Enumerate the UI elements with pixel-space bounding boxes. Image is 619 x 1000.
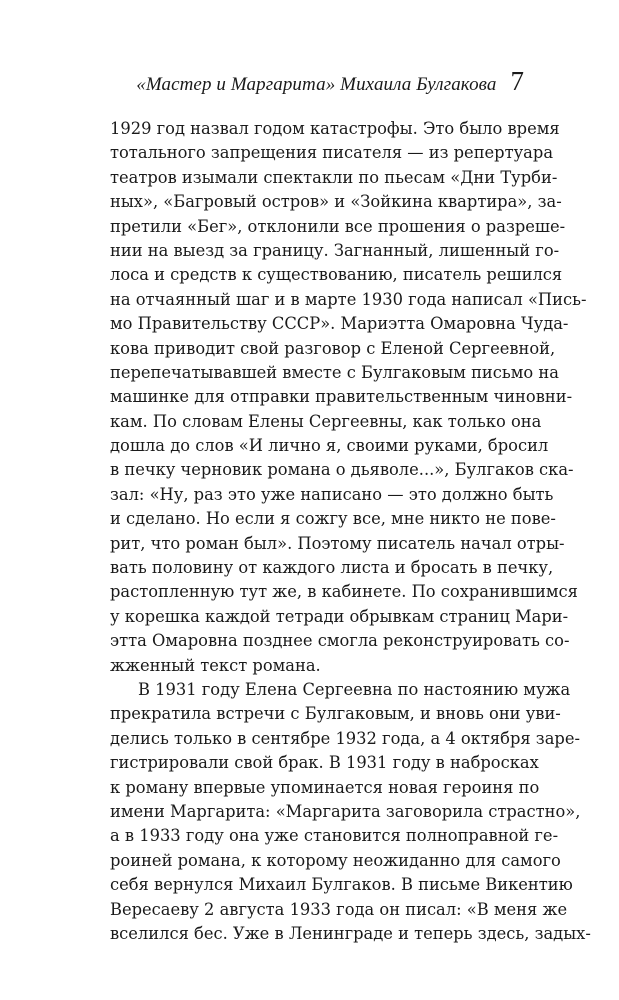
text-line: а в 1933 году она уже становится полноправной ге- xyxy=(110,826,559,846)
text-line: зал: «Ну, раз это уже написано — это должно быть xyxy=(110,484,554,504)
body-text xyxy=(110,117,591,946)
text-line: нии на выезд за границу. Загнанный, лишенный го- xyxy=(110,240,560,260)
text-line: тотального запрещения писателя — из репертуара xyxy=(110,143,554,163)
text-line: прекратила встречи с Булгаковым, и вновь они уви- xyxy=(110,704,561,724)
paragraph-1 xyxy=(110,117,587,678)
page-number: 7 xyxy=(510,66,524,96)
text-line: машинке для отправки правительственным чиновни- xyxy=(110,387,573,407)
text-line: себя вернулся Михаил Булгаков. В письме Викентию xyxy=(110,875,573,895)
text-line: вселился бес. Уже в Ленинграде и теперь здесь, задых- xyxy=(110,923,591,943)
text-line: дошла до слов «И лично я, своими руками, бросил xyxy=(110,436,549,456)
text-line: у корешка каждой тетради обрывкам страниц Мари- xyxy=(110,606,569,626)
text-line: театров изымали спектакли по пьесам «Дни Турби- xyxy=(110,167,558,187)
text-line: имени Маргарита: «Маргарита заговорила страстно», xyxy=(110,801,581,821)
text-line: Вересаеву 2 августа 1933 года он писал: «В меня же xyxy=(110,899,568,919)
running-header xyxy=(112,68,524,96)
text-line: перепечатывавшей вместе с Булгаковым письмо на xyxy=(110,362,559,382)
text-line: роиней романа, к которому неожиданно для самого xyxy=(110,850,561,870)
text-line: рит, что роман был». Поэтому писатель начал отры- xyxy=(110,533,565,553)
text-line: В 1931 году Елена Сергеевна по настоянию мужа xyxy=(138,679,571,699)
text-line: на отчаянный шаг и в марте 1930 года написал «Пись- xyxy=(110,289,587,309)
text-line: и сделано. Но если я сожгу все, мне никто не пове- xyxy=(110,509,556,529)
text-line: растопленную тут же, в кабинете. По сохранившимся xyxy=(110,582,578,602)
text-line: вать половину от каждого листа и бросать в печку, xyxy=(110,558,554,578)
text-line: кова приводит свой разговор с Еленой Сергеевной, xyxy=(110,338,556,358)
running-title: «Мастер и Маргарита» Михаила Булгакова xyxy=(136,74,497,95)
text-line: к роману впервые упоминается новая героиня по xyxy=(110,777,540,797)
paragraph-2 xyxy=(110,678,591,946)
text-line: ных», «Багровый остров» и «Зойкина квартира», за- xyxy=(110,192,562,212)
text-line: делись только в сентябре 1932 года, а 4 октября заре- xyxy=(110,728,580,748)
text-line: жженный текст романа. xyxy=(110,655,321,675)
text-line: кам. По словам Елены Сергеевны, как только она xyxy=(110,411,542,431)
text-line: лоса и средств к существованию, писатель решился xyxy=(110,265,563,285)
text-line: 1929 год назвал годом катастрофы. Это было время xyxy=(110,119,560,138)
text-line: мо Правительству СССР». Мариэтта Омаровна Чуда- xyxy=(110,314,569,334)
text-line: гистрировали свой брак. В 1931 году в набросках xyxy=(110,753,539,773)
text-line: в печку черновик романа о дьяволе...», Булгаков ска- xyxy=(110,460,574,480)
text-line: претили «Бег», отклонили все прошения о разреше- xyxy=(110,216,566,236)
text-line: этта Омаровна позднее смогла реконструировать со- xyxy=(110,631,570,651)
